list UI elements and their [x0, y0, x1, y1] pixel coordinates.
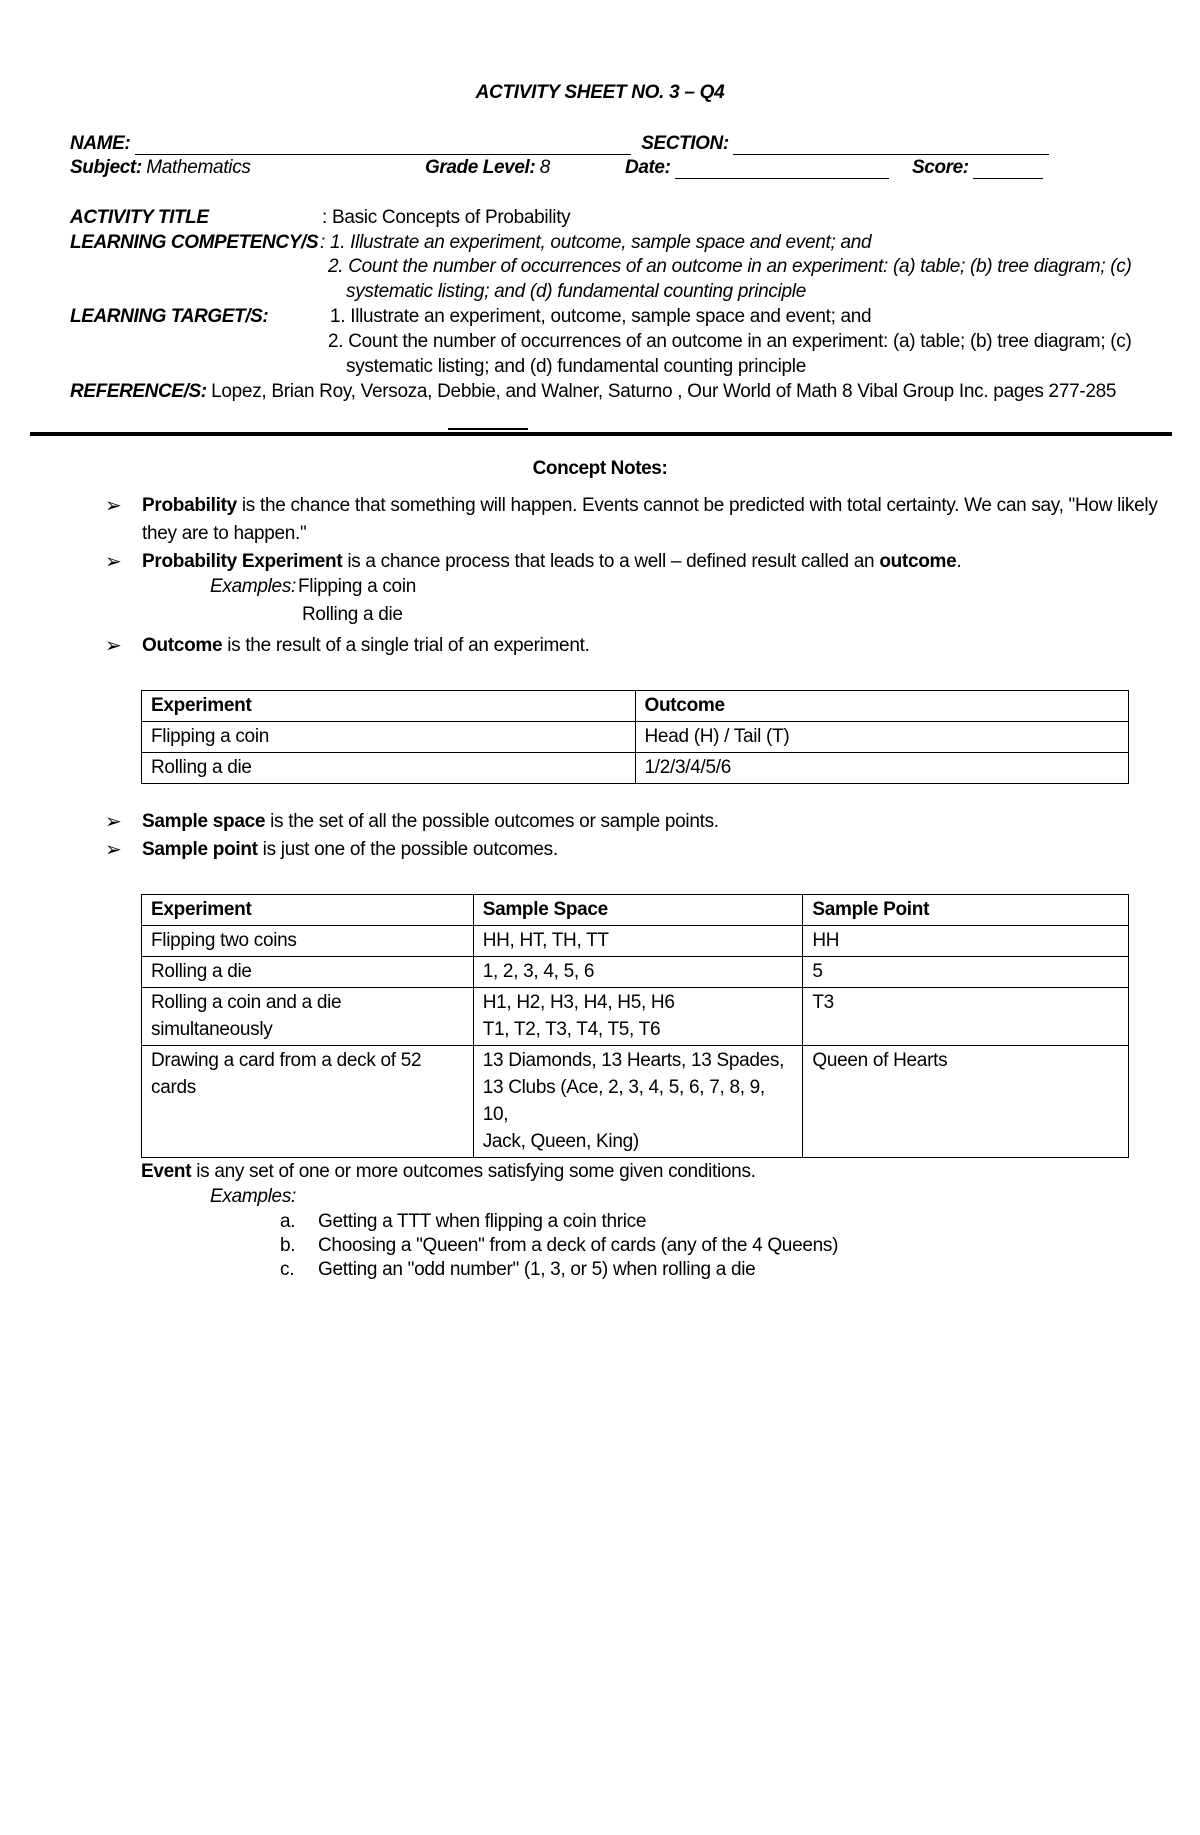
term-probability: Probability — [142, 495, 237, 516]
bullet-experiment — [105, 548, 1105, 576]
example-item: Flipping a coin — [298, 576, 417, 597]
sample-space-table — [141, 894, 1129, 1158]
outcome-definition: is the result of a single trial of an experiment. — [222, 635, 590, 656]
probability-definition: is the chance that something will happen. Events cannot be predicted with total certainty. We can say, "How likely — [236, 495, 1158, 516]
experiment-outcome-table — [141, 690, 1129, 784]
activity-title-label: ACTIVITY TITLE — [70, 207, 209, 228]
table-row — [142, 957, 1129, 988]
reference-label: REFERENCE/S: — [70, 381, 207, 402]
name-field[interactable] — [135, 136, 631, 155]
bullet-probability-text — [142, 492, 1158, 520]
list-marker: a. — [280, 1211, 296, 1232]
table-cell: Rolling a die — [142, 957, 474, 988]
reference-value: Lopez, Brian Roy, Versoza, Debbie, and Walner, Saturno , Our World of Math 8 Vibal Group Inc. pages 277-285 — [211, 381, 1117, 402]
table-header-cell: Experiment — [142, 691, 636, 722]
bullet-sample-space — [105, 808, 1105, 836]
target-item-2-cont: systematic listing; and (d) fundamental counting principle — [346, 356, 806, 377]
term-outcome: Outcome — [142, 635, 223, 656]
grade-label: Grade Level: — [425, 157, 536, 178]
table-header-cell: Sample Space — [473, 895, 803, 926]
table-header-cell: Experiment — [142, 895, 474, 926]
reference-row — [70, 381, 1116, 403]
table-cell: HH — [803, 926, 1129, 957]
score-field[interactable] — [973, 160, 1043, 179]
probability-definition-cont: they are to happen." — [142, 523, 307, 544]
table-header-row — [142, 895, 1129, 926]
divider-mark — [448, 428, 528, 430]
bullet-probability — [105, 492, 1185, 548]
list-marker: c. — [280, 1259, 295, 1280]
table-cell: Flipping two coins — [142, 926, 474, 957]
date-wrap — [625, 157, 889, 179]
list-item-text: Getting an "odd number" (1, 3, or 5) when rolling a die — [318, 1259, 756, 1280]
list-item-text: Getting a TTT when flipping a coin thrice — [318, 1211, 647, 1232]
page-title: ACTIVITY SHEET NO. 3 – Q4 — [475, 82, 725, 103]
bullet-sample-point — [105, 836, 1105, 864]
experiment-period: . — [956, 551, 962, 572]
event-definition: is any set of one or more outcomes satisfying some given conditions. — [191, 1161, 756, 1182]
event-examples-list — [280, 1210, 838, 1282]
event-definition-row — [141, 1161, 756, 1183]
activity-title-value: : Basic Concepts of Probability — [322, 207, 571, 228]
grade-value: 8 — [539, 157, 551, 178]
bullet-outcome — [105, 632, 1105, 660]
competency-item-2: 2. Count the number of occurrences of an outcome in an experiment: (a) table; (b) tree diagram; (c) — [328, 256, 1132, 277]
competency-label: LEARNING COMPETENCY/S — [70, 232, 319, 253]
cell-line: T1, T2, T3, T4, T5, T6 — [482, 1019, 661, 1040]
grade-wrap — [425, 157, 550, 179]
example-item: Rolling a die — [302, 604, 403, 625]
target-item-2: 2. Count the number of occurrences of an outcome in an experiment: (a) table; (b) tree diagram; (c) — [328, 331, 1132, 352]
section-label: SECTION: — [641, 133, 729, 154]
table-header-cell: Sample Point — [803, 895, 1129, 926]
name-row — [70, 133, 1049, 155]
table-cell: 1/2/3/4/5/6 — [635, 753, 1129, 784]
table-cell: 1, 2, 3, 4, 5, 6 — [473, 957, 803, 988]
subject-label: Subject: — [70, 157, 142, 178]
section-divider — [30, 432, 1172, 436]
cell-line: 13 Clubs (Ace, 2, 3, 4, 5, 6, 7, 8, 9, 10, — [482, 1077, 765, 1125]
table-cell: Rolling a coin and a die simultaneously — [142, 988, 474, 1046]
term-sample-point: Sample point — [142, 839, 258, 860]
subject-label-wrap — [70, 157, 251, 179]
table-header-cell: Outcome — [635, 691, 1129, 722]
subject-value: Mathematics — [146, 157, 251, 178]
table-cell — [473, 1046, 803, 1158]
score-label: Score: — [912, 157, 969, 178]
concept-notes-title: Concept Notes: — [532, 458, 668, 479]
arrow-bullet-icon: ➢ — [105, 635, 122, 657]
date-label: Date: — [625, 157, 671, 178]
cell-line: 13 Diamonds, 13 Hearts, 13 Spades, — [482, 1050, 785, 1071]
term-experiment: Probability Experiment — [142, 551, 343, 572]
arrow-bullet-icon: ➢ — [105, 839, 122, 861]
bullet-outcome-text — [142, 632, 590, 660]
bullet-sample-point-text — [142, 836, 558, 864]
list-marker: b. — [280, 1235, 296, 1256]
list-item — [280, 1210, 838, 1234]
table-row — [142, 926, 1129, 957]
sample-space-definition: is the set of all the possible outcomes or sample points. — [265, 811, 719, 832]
list-item — [280, 1234, 838, 1258]
table-row — [142, 988, 1129, 1046]
arrow-bullet-icon: ➢ — [105, 811, 122, 833]
term-outcome-inline: outcome — [879, 551, 957, 572]
table-cell — [473, 988, 803, 1046]
list-item-text: Choosing a "Queen" from a deck of cards (any of the 4 Queens) — [318, 1235, 839, 1256]
table-row — [142, 1046, 1129, 1158]
sample-point-definition: is just one of the possible outcomes. — [257, 839, 558, 860]
cell-line: H1, H2, H3, H4, H5, H6 — [482, 992, 675, 1013]
table-cell: T3 — [803, 988, 1129, 1046]
table-header-row — [142, 691, 1129, 722]
table-row — [142, 753, 1129, 784]
name-label: NAME: — [70, 133, 131, 154]
bullet-experiment-text — [142, 548, 961, 576]
table-cell: Flipping a coin — [142, 722, 636, 753]
arrow-bullet-icon: ➢ — [105, 495, 122, 517]
table-cell: 5 — [803, 957, 1129, 988]
table-row — [142, 722, 1129, 753]
date-field[interactable] — [675, 160, 889, 179]
cell-line: Jack, Queen, King) — [482, 1131, 639, 1152]
term-sample-space: Sample space — [142, 811, 266, 832]
table-cell: Rolling a die — [142, 753, 636, 784]
table-cell: Head (H) / Tail (T) — [635, 722, 1129, 753]
term-event: Event — [141, 1161, 192, 1182]
competency-item-1: : 1. Illustrate an experiment, outcome, sample space and event; and — [320, 232, 872, 253]
section-field[interactable] — [733, 136, 1049, 155]
score-wrap — [912, 157, 1043, 179]
examples-label: Examples: — [210, 576, 297, 597]
arrow-bullet-icon: ➢ — [105, 551, 122, 573]
competency-item-2-cont: systematic listing; and (d) fundamental counting principle — [346, 281, 806, 302]
bullet-sample-space-text — [142, 808, 719, 836]
experiment-definition: is a chance process that leads to a well – defined result called an — [342, 551, 880, 572]
table-cell: Queen of Hearts — [803, 1046, 1129, 1158]
table-cell: HH, HT, TH, TT — [473, 926, 803, 957]
event-examples-label: Examples: — [210, 1186, 297, 1207]
table-cell: Drawing a card from a deck of 52 cards — [142, 1046, 474, 1158]
target-label: LEARNING TARGET/S: — [70, 306, 269, 327]
target-item-1: 1. Illustrate an experiment, outcome, sample space and event; and — [330, 306, 872, 327]
list-item — [280, 1258, 838, 1282]
